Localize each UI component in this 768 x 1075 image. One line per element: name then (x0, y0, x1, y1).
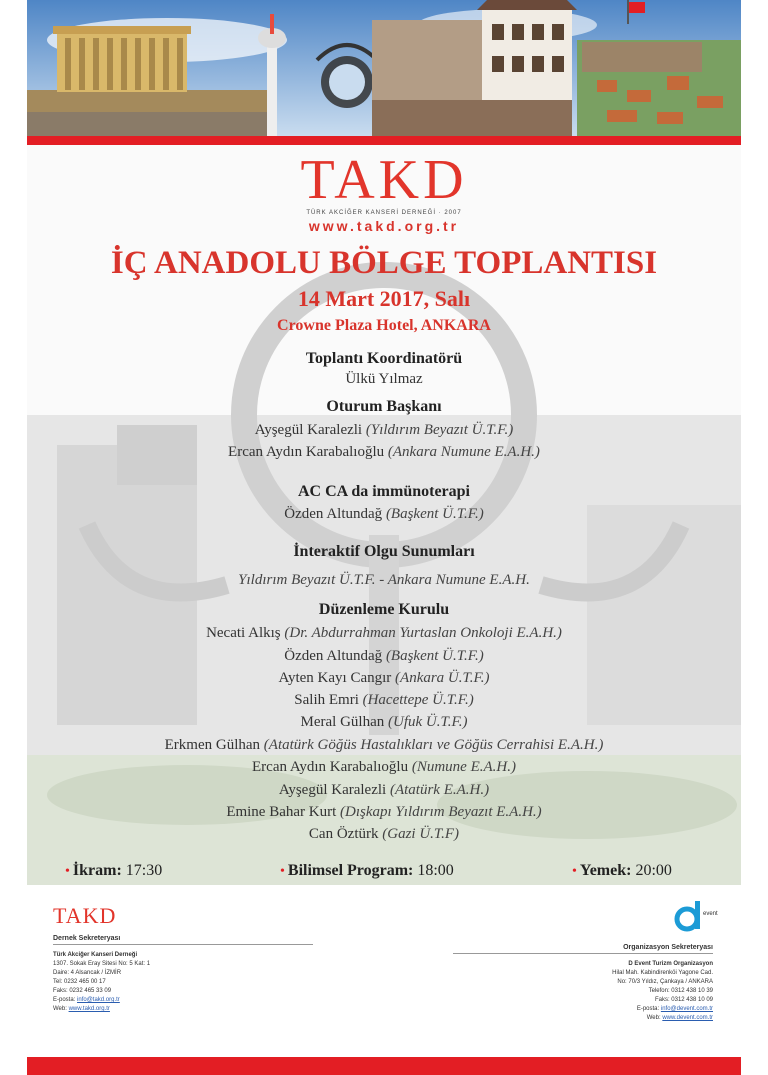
schedule-row (27, 862, 741, 884)
committee-member: Ayşegül Karalezli (Atatürk E.A.H.) (278, 782, 490, 798)
event-date: 14 Mart 2017, Salı (297, 286, 471, 311)
association-secretariat (53, 903, 313, 1014)
schedule-item: • Yemek: 20:00 (572, 862, 672, 879)
footer-takd-logo: TAKD (53, 903, 117, 928)
organization-label: Organizasyon Sekreteryası (453, 944, 713, 954)
bullet-icon: • (65, 864, 70, 879)
bullet-icon: • (280, 864, 285, 879)
schedule-item: • İkram: 17:30 (65, 862, 163, 879)
event-venue: Crowne Plaza Hotel, ANKARA (277, 317, 491, 334)
association-label: Dernek Sekreteryası (53, 935, 313, 945)
page-title: İÇ ANADOLU BÖLGE TOPLANTISI (110, 245, 658, 281)
chair-entry: Ercan Aydın Karabalıoğlu (Ankara Numune E.A.H.) (228, 444, 540, 460)
committee-member: Emine Bahar Kurt (Dışkapı Yıldırım Beyazıt E.A.H.) (226, 804, 542, 820)
chair-entry: Ayşegül Karalezli (Yıldırım Beyazıt Ü.T.F.) (254, 422, 514, 438)
bottom-red-bar (27, 1057, 741, 1075)
committee-member: Can Öztürk (Gazi Ü.T.F) (308, 826, 460, 842)
footer (27, 895, 741, 1055)
session-heading: AC CA da immünoterapi (297, 483, 470, 500)
devent-logo-icon (673, 899, 718, 933)
organization-email-link[interactable]: info@devent.com.tr (660, 1006, 713, 1012)
committee-member: Salih Emri (Hacettepe Ü.T.F.) (294, 692, 474, 708)
svg-text:event: event (703, 911, 718, 917)
cases-line: Yıldırım Beyazıt Ü.T.F. - Ankara Numune E.A.H. (238, 572, 530, 588)
event-poster (27, 0, 741, 1075)
organization-web-link[interactable]: www.devent.com.tr (662, 1015, 713, 1021)
top-red-bar (27, 136, 741, 145)
ankara-banner-image (27, 0, 741, 136)
organization-secretariat (453, 899, 718, 1023)
committee-heading: Düzenleme Kurulu (318, 601, 450, 618)
banner-illustration (27, 0, 741, 136)
logo-subtitle: TÜRK AKCİĞER KANSERİ DERNEĞİ · 2007 (306, 210, 462, 216)
association-address: Türk Akciğer Kanseri Derneği 1307. Sokak Eray Sitesi No: 5 Kat: 1 Daire: 4 Alsancak / İZMİR Tel: 0232 465 00 17 Faks: 0232 465 33 09 E-posta: info@takd.org.tr Web: www.takd.org.tr (53, 952, 151, 1012)
committee-member: Ercan Aydın Karabalıoğlu (Numune E.A.H.) (252, 759, 516, 775)
committee-member: Erkmen Gülhan (Atatürk Göğüs Hastalıkları ve Göğüs Cerrahisi E.A.H.) (164, 737, 604, 753)
schedule-item: • Bilimsel Program: 18:00 (280, 862, 454, 879)
cases-heading: İnteraktif Olgu Sunumları (293, 543, 475, 560)
committee-member: Meral Gülhan (Ufuk Ü.T.F.) (300, 714, 468, 730)
coordinator-name: Ülkü Yılmaz (345, 371, 423, 387)
committee-member: Ayten Kayı Cangır (Ankara Ü.T.F.) (278, 670, 490, 686)
bullet-icon: • (572, 864, 577, 879)
association-web-link[interactable]: www.takd.org.tr (68, 1006, 110, 1012)
website-link[interactable]: www.takd.org.tr (308, 218, 460, 234)
organization-address: D Event Turizm Organizasyon Hilal Mah. Kabindirenköi Yagone Cad. No: 70/3 Yıldız, Çankaya / ANKARA Telefon: 0312 438 10 39 Faks: 0312 438 10 09 E-posta: info@devent.com.tr Web: www.devent.com.tr (612, 961, 713, 1021)
session-speaker: Özden Altundağ (Başkent Ü.T.F.) (284, 506, 484, 522)
takd-logo: TAKD (300, 149, 468, 211)
committee-member: Özden Altundağ (Başkent Ü.T.F.) (284, 648, 484, 664)
association-email-link[interactable]: info@takd.org.tr (77, 997, 120, 1003)
coordinator-heading: Toplantı Koordinatörü (305, 350, 463, 367)
chair-heading: Oturum Başkanı (326, 398, 442, 415)
committee-member: Necati Alkış (Dr. Abdurrahman Yurtaslan Onkoloji E.A.H.) (206, 625, 562, 641)
